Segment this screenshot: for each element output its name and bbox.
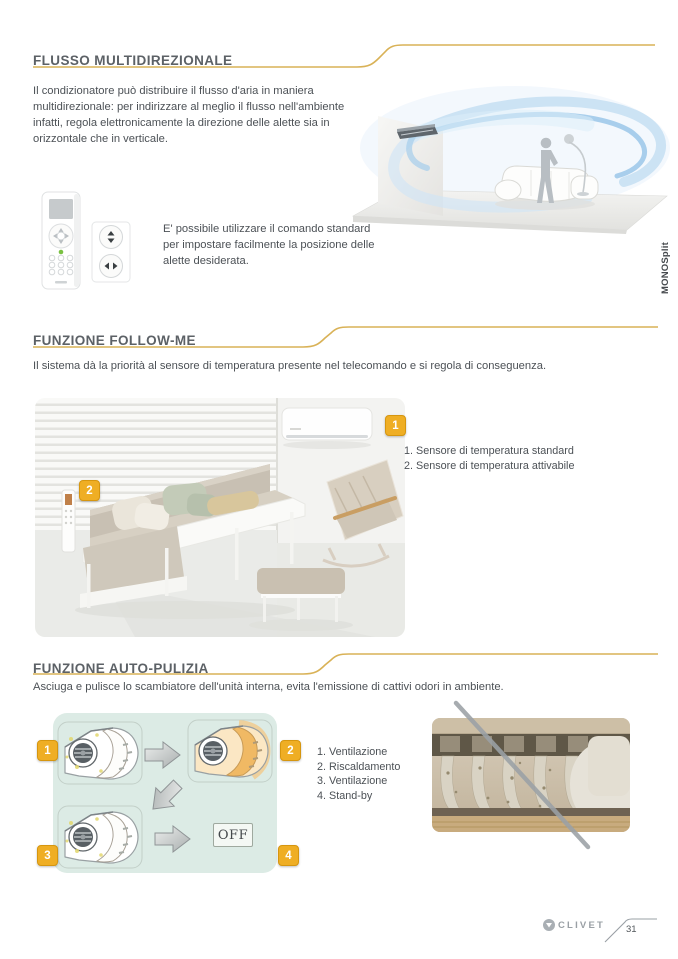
legend-item: 2. Riscaldamento: [317, 760, 401, 773]
autoclean-badge-2: 2: [280, 740, 301, 761]
legend-item: 1. Ventilazione: [317, 746, 388, 758]
autoclean-badge-4: 4: [278, 845, 299, 866]
autopulizia-paragraph: Asciuga e pulisce lo scambiatore dell'unità interna, evita l'emissione di cattivi odori in ambiente.: [33, 681, 504, 693]
legend-item: 3. Ventilazione: [317, 775, 388, 787]
gold-divider: [33, 325, 658, 351]
wall-ac-icon: [282, 408, 372, 449]
followme-paragraph: Il sistema dà la priorità al sensore di temperatura presente nel telecomando e si regola di conseguenza.: [33, 360, 547, 372]
followme-badge-2: 2: [79, 480, 100, 501]
living-room-illustration: [35, 398, 405, 637]
swing-buttons-illustration: [92, 222, 130, 282]
brand-name: CLIVET: [558, 919, 605, 931]
gold-divider: [33, 42, 658, 69]
page-number: 31: [626, 924, 637, 935]
followme-badge-1: 1: [385, 415, 406, 436]
autopulizia-legend: [317, 745, 400, 803]
section-title-followme: FUNZIONE FOLLOW-ME: [33, 333, 196, 349]
autoclean-diagram: [53, 713, 277, 873]
off-label: OFF: [213, 823, 253, 847]
autoclean-badge-1: 1: [37, 740, 58, 761]
gold-divider: [33, 651, 658, 677]
remote-on-sofa-icon: [62, 490, 75, 552]
airflow-room-illustration: [345, 76, 677, 234]
side-label: MONOSplit: [660, 242, 671, 294]
legend-item: 4. Stand-by: [317, 789, 373, 802]
followme-legend: [404, 444, 574, 473]
followme-photo: [35, 398, 405, 637]
flusso-paragraph: Il condizionatore può distribuire il flusso d'aria in maniera multidirezionale: per indirizzare al meglio il flusso nell'ambiente infatti, regola elettronicamente la direzione delle alette sia in orizzontale che in verticale.: [33, 85, 345, 145]
cross-out-line: [448, 697, 598, 855]
autoclean-badge-3: 3: [37, 845, 58, 866]
legend-item: 1. Sensore di temperatura standard: [404, 445, 574, 457]
remote-control-illustration: [40, 190, 132, 292]
remote-caption: E' possibile utilizzare il comando standard per impostare facilmente la posizione delle alette desiderata.: [163, 223, 375, 267]
section-title-autopulizia: FUNZIONE AUTO-PULIZIA: [33, 661, 209, 677]
legend-item: 2. Sensore di temperatura attivabile: [404, 459, 575, 472]
section-title-flusso: FLUSSO MULTIDIREZIONALE: [33, 53, 233, 69]
clivet-logo-icon: [543, 919, 555, 931]
clivet-logo: [543, 919, 605, 931]
